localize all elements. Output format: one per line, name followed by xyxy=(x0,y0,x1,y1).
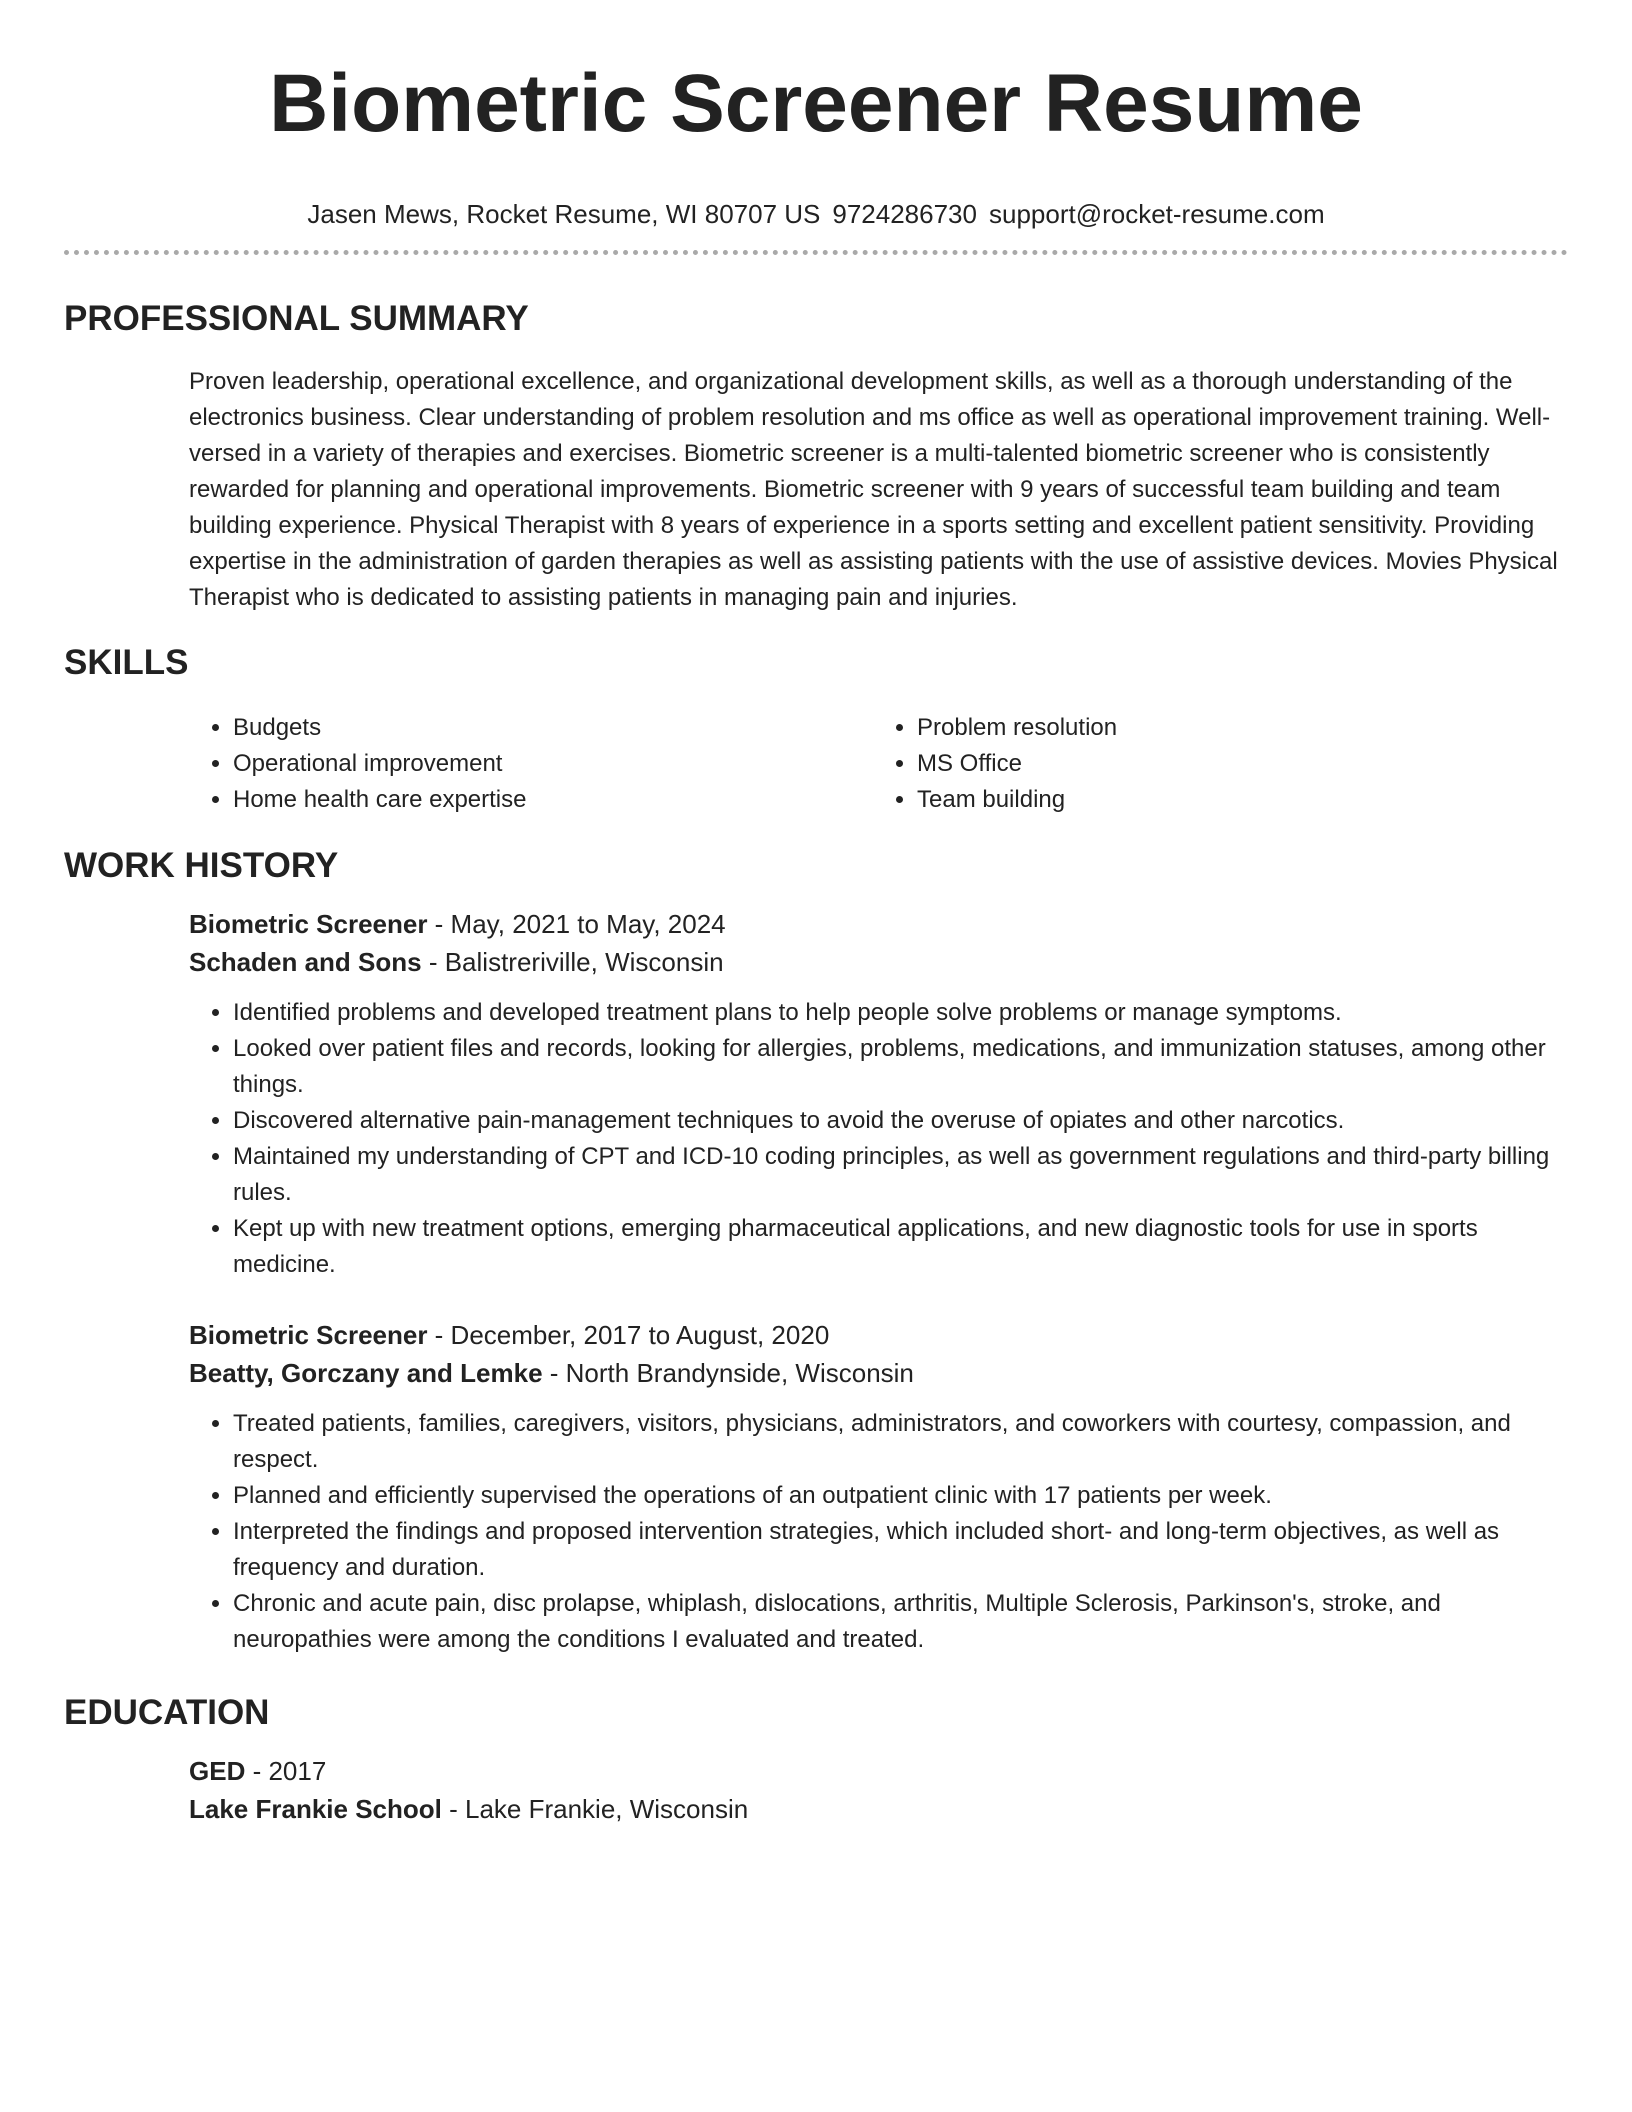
job-company-line xyxy=(189,1354,1569,1392)
resume-header xyxy=(64,58,1568,230)
skill-item: • Budgets xyxy=(233,710,873,746)
skills-column-left xyxy=(189,710,873,818)
job-title-line xyxy=(189,1316,1569,1354)
job-title: Biometric Screener xyxy=(189,909,428,939)
education-degree-line xyxy=(189,1752,1569,1790)
job-dates: - December, 2017 to August, 2020 xyxy=(427,1320,830,1350)
contact-email: support@rocket-resume.com xyxy=(988,199,1325,229)
skills-list xyxy=(189,710,1569,818)
job-bullet: • Chronic and acute pain, disc prolapse, whiplash, dislocations, arthritis, Multiple Sclerosis, Parkinson's, stroke, and neuropathies were among the conditions I evaluated and treated. xyxy=(233,1586,1569,1658)
job-location: - North Brandynside, Wisconsin xyxy=(542,1358,914,1388)
job-company-line xyxy=(189,943,1569,981)
job-bullet: • Treated patients, families, caregivers, visitors, physicians, administrators, and coworkers with courtesy, compassion, and respect. xyxy=(233,1406,1569,1478)
job-location: - Balistreriville, Wisconsin xyxy=(421,947,724,977)
summary-heading: PROFESSIONAL SUMMARY xyxy=(64,299,529,338)
job-bullets xyxy=(189,1406,1569,1658)
job-company: Beatty, Gorczany and Lemke xyxy=(189,1358,543,1388)
summary-text: Proven leadership, operational excellence, and organizational development skills, as well as a thorough understanding of the electronics business. Clear understanding of problem resolution and ms office as well as operational improvement training. Well-versed in a variety of therapies and exercises. Biometric screener is a multi-talented biometric screener who is consistently rewarded for planning and operational improvements. Biometric screener with 9 years of successful team building and team building experience. Physical Therapist with 8 years of experience in a sports setting and excellent patient sensitivity. Providing expertise in the administration of garden therapies as well as assisting patients with the use of assistive devices. Movies Physical Therapist who is dedicated to assisting patients in managing pain and injuries. xyxy=(189,368,1558,611)
contact-line xyxy=(64,198,1568,230)
job-bullet: • Looked over patient files and records, looking for allergies, problems, medications, and immunization statuses, among other things. xyxy=(233,1031,1569,1103)
job-bullet: • Interpreted the findings and proposed intervention strategies, which included short- and long-term objectives, as well as frequency and duration. xyxy=(233,1514,1569,1586)
skill-item: • Operational improvement xyxy=(233,746,873,782)
education-heading: EDUCATION xyxy=(64,1693,270,1732)
contact-phone: 9724286730 xyxy=(832,199,977,229)
job-entry xyxy=(189,1316,1569,1658)
page-title: Biometric Screener Resume xyxy=(269,58,1363,149)
job-bullet: • Maintained my understanding of CPT and ICD-10 coding principles, as well as government regulations and third-party billing rules. xyxy=(233,1139,1569,1211)
job-bullets xyxy=(189,995,1569,1283)
skill-item: • Problem resolution xyxy=(917,710,1557,746)
skills-column-right xyxy=(873,710,1557,818)
education-entry xyxy=(189,1752,1569,1828)
job-bullet: • Discovered alternative pain-management techniques to avoid the overuse of opiates and other narcotics. xyxy=(233,1103,1569,1139)
education-location: - Lake Frankie, Wisconsin xyxy=(441,1794,749,1824)
job-bullet: • Identified problems and developed treatment plans to help people solve problems or manage symptoms. xyxy=(233,995,1569,1031)
skill-item: • Team building xyxy=(917,782,1557,818)
skill-item: • MS Office xyxy=(917,746,1557,782)
job-bullet: • Kept up with new treatment options, emerging pharmaceutical applications, and new diagnostic tools for use in sports medicine. xyxy=(233,1211,1569,1283)
education-year: - 2017 xyxy=(245,1756,327,1786)
job-title: Biometric Screener xyxy=(189,1320,428,1350)
contact-address: Jasen Mews, Rocket Resume, WI 80707 US xyxy=(307,199,821,229)
skills-heading: SKILLS xyxy=(64,643,189,682)
job-bullet: • Planned and efficiently supervised the operations of an outpatient clinic with 17 patients per week. xyxy=(233,1478,1569,1514)
education-school: Lake Frankie School xyxy=(189,1794,442,1824)
skill-item: • Home health care expertise xyxy=(233,782,873,818)
job-title-line xyxy=(189,905,1569,943)
header-divider xyxy=(64,250,1568,255)
work-heading: WORK HISTORY xyxy=(64,846,339,885)
education-school-line xyxy=(189,1790,1569,1828)
job-company: Schaden and Sons xyxy=(189,947,422,977)
job-entry xyxy=(189,905,1569,1283)
education-degree: GED xyxy=(189,1756,246,1786)
job-dates: - May, 2021 to May, 2024 xyxy=(427,909,726,939)
